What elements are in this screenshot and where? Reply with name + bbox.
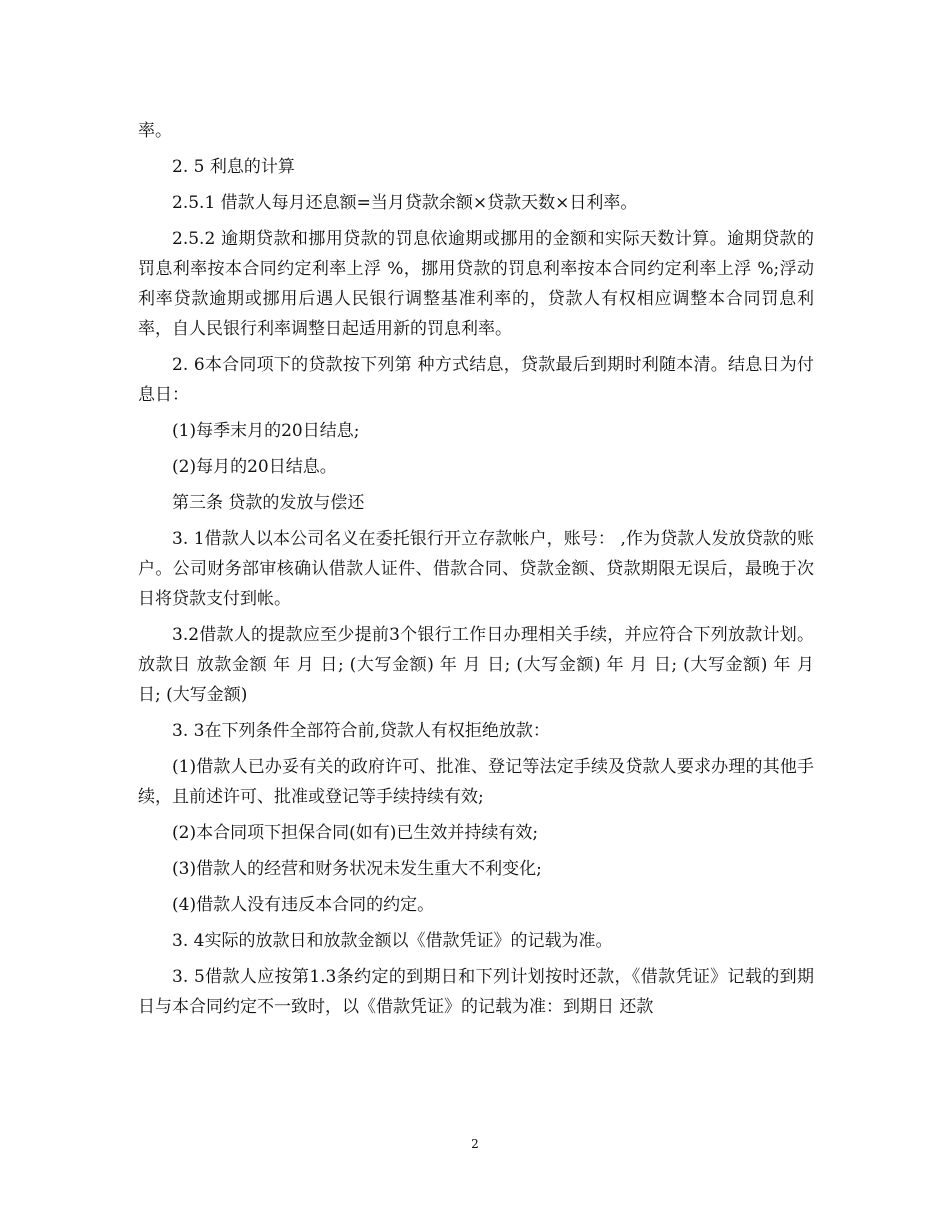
condition-item-2: (2)本合同项下担保合同(如有)已生效并持续有效;: [172, 823, 539, 843]
condition-item-4: (4)借款人没有违反本合同的约定。: [172, 895, 435, 915]
paragraph-continuation: 率。: [138, 121, 172, 141]
condition-item-3: (3)借款人的经营和财务状况未发生重大不利变化;: [172, 859, 542, 879]
article-heading-3: 第三条 贷款的发放与偿还: [172, 493, 365, 513]
clause-3-2: 3.2借款人的提款应至少提前3个银行工作日办理相关手续，并应符合下列放款计划。放款日 放款金额 年 月 日; (大写金额) 年 月 日; (大写金额) 年 月 日; (大写金额) 年 月 日; (大写金额): [138, 625, 814, 705]
list-item-2: (2)每月的20日结息。: [172, 457, 337, 477]
clause-3-5: 3. 5借款人应按第1.3条约定的到期日和下列计划按时还款，《借款凭证》记载的到期日与本合同约定不一致时，以《借款凭证》的记载为准：到期日 还款: [138, 967, 814, 1017]
clause-2-5-2: 2.5.2 逾期贷款和挪用贷款的罚息依逾期或挪用的金额和实际天数计算。逾期贷款的罚息利率按本合同约定利率上浮 %，挪用贷款的罚息利率按本合同约定利率上浮 %;浮动利率贷款逾期或挪用后遇人民银行调整基准利率的，贷款人有权相应调整本合同罚息利率，自人民银行利率调整日起适用新的罚息利率。: [138, 229, 814, 339]
clause-2-5-1: 2.5.1 借款人每月还息额=当月贷款余额×贷款天数×日利率。: [172, 193, 638, 213]
clause-2-6: 2. 6本合同项下的贷款按下列第 种方式结息，贷款最后到期时利随本清。结息日为付息日：: [138, 355, 814, 405]
document-body: [138, 116, 814, 1028]
clause-3-1: 3. 1借款人以本公司名义在委托银行开立存款帐户，账号： ,作为贷款人发放贷款的账户。公司财务部审核确认借款人证件、借款合同、贷款金额、贷款期限无误后，最晚于次日将贷款支付到帐。: [138, 529, 814, 609]
clause-3-4: 3. 4实际的放款日和放款金额以《借款凭证》的记载为准。: [172, 931, 613, 951]
condition-item-1: (1)借款人已办妥有关的政府许可、批准、登记等法定手续及贷款人要求办理的其他手续，且前述许可、批准或登记等手续持续有效;: [138, 757, 814, 807]
page-number: 2: [471, 1137, 479, 1151]
list-item-1: (1)每季末月的20日结息;: [172, 421, 360, 441]
clause-3-3: 3. 3在下列条件全部符合前,贷款人有权拒绝放款：: [172, 721, 550, 741]
section-heading-2-5: 2. 5 利息的计算: [172, 157, 295, 177]
